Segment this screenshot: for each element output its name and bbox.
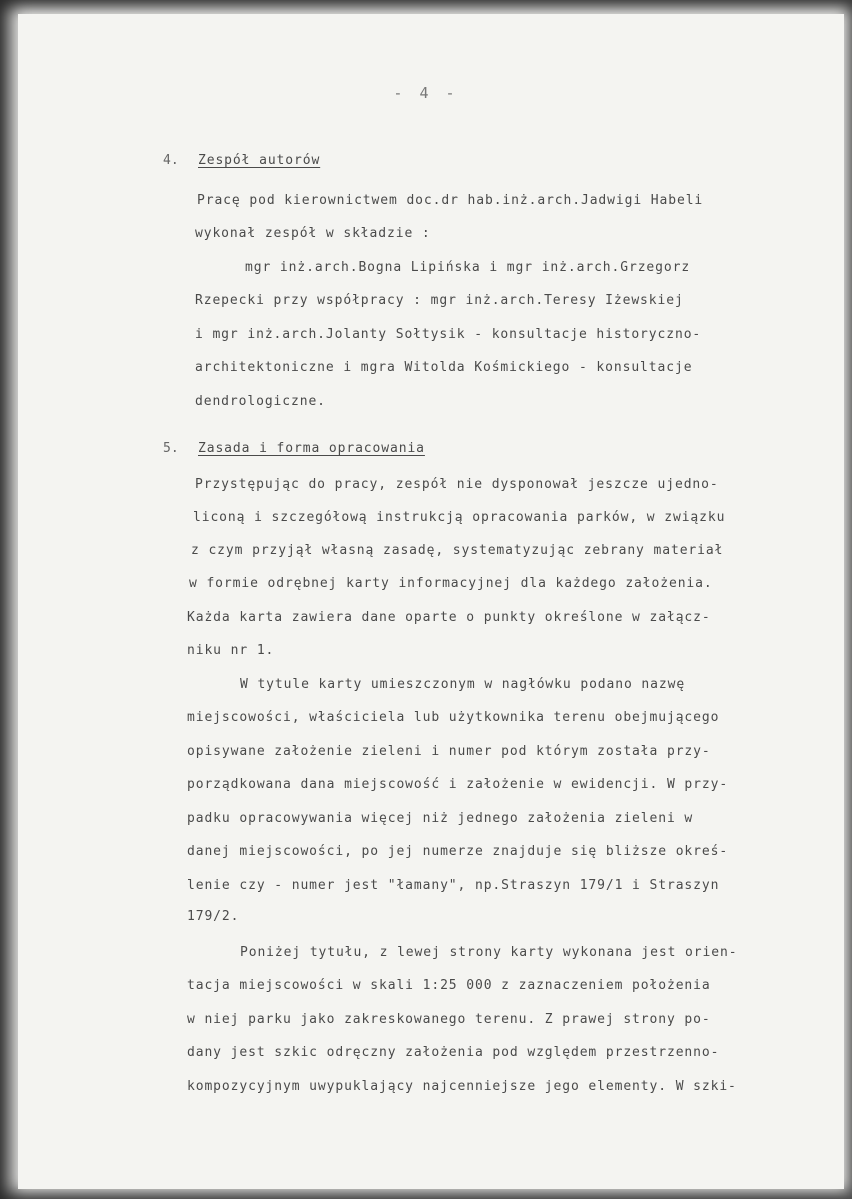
section-5-line-10: porządkowana dana miejscowość i założenie w ewidencji. W przy- xyxy=(187,777,729,792)
section-4-line-2: wykonał zespół w składzie : xyxy=(195,226,431,241)
section-4-line-6: architektoniczne i mgra Witolda Kośmickiego - konsultacje xyxy=(195,360,693,375)
section-5-line-3: z czym przyjął własną zasadę, systematyzując zebrany materiał xyxy=(191,543,724,558)
section-5-title xyxy=(198,440,425,458)
section-5-line-4: w formie odrębnej karty informacyjnej dla każdego założenia. xyxy=(189,576,713,591)
section-5-line-18: dany jest szkic odręczny założenia pod względem przestrzenno- xyxy=(187,1045,720,1060)
section-5-line-5: Każda karta zawiera dane oparte o punkty określone w załącz- xyxy=(187,610,711,625)
section-5-line-1: Przystępując do pracy, zespół nie dysponował jeszcze ujedno- xyxy=(195,477,719,492)
section-5-line-15: Poniżej tytułu, z lewej strony karty wykonana jest orien- xyxy=(240,945,738,960)
section-5-line-14: 179/2. xyxy=(187,909,240,924)
section-4-title-text: Zespół autorów xyxy=(198,153,321,168)
section-5-line-13: lenie czy - numer jest "łamany", np.Straszyn 179/1 i Straszyn xyxy=(187,878,720,893)
section-5-line-6: niku nr 1. xyxy=(187,643,275,658)
section-4-title xyxy=(198,152,320,170)
section-5-line-8: miejscowości, właściciela lub użytkownika terenu obejmującego xyxy=(187,710,720,725)
section-4-line-7: dendrologiczne. xyxy=(195,394,326,409)
page-number: - 4 - xyxy=(393,84,459,102)
section-5-number: 5. xyxy=(163,441,179,456)
section-4-line-3: mgr inż.arch.Bogna Lipińska i mgr inż.arch.Grzegorz xyxy=(245,260,691,275)
section-5-line-17: w niej parku jako zakreskowanego terenu. Z prawej strony po- xyxy=(187,1012,711,1027)
section-5-title-text: Zasada i forma opracowania xyxy=(198,441,425,456)
section-4-line-5: i mgr inż.arch.Jolanty Sołtysik - konsultacje historyczno- xyxy=(195,327,702,342)
section-5-line-12: danej miejscowości, po jej numerze znajduje się bliższe okreś- xyxy=(187,844,729,859)
section-5-line-7: W tytule karty umieszczonym w nagłówku podano nazwę xyxy=(240,677,686,692)
section-5-line-16: tacja miejscowości w skali 1:25 000 z zaznaczeniem położenia xyxy=(187,978,711,993)
section-5-line-2: liconą i szczegółową instrukcją opracowania parków, w związku xyxy=(193,510,726,525)
section-4-line-1: Pracę pod kierownictwem doc.dr hab.inż.arch.Jadwigi Habeli xyxy=(197,193,704,208)
section-5-line-11: padku opracowywania więcej niż jednego założenia zieleni w xyxy=(187,811,694,826)
section-5-line-9: opisywane założenie zieleni i numer pod którym została przy- xyxy=(187,744,711,759)
section-4-line-4: Rzepecki przy współpracy : mgr inż.arch.Teresy Iżewskiej xyxy=(195,293,684,308)
section-4-number: 4. xyxy=(163,153,179,168)
section-5-line-19: kompozycyjnym uwypuklający najcenniejsze jego elementy. W szki- xyxy=(187,1079,737,1094)
